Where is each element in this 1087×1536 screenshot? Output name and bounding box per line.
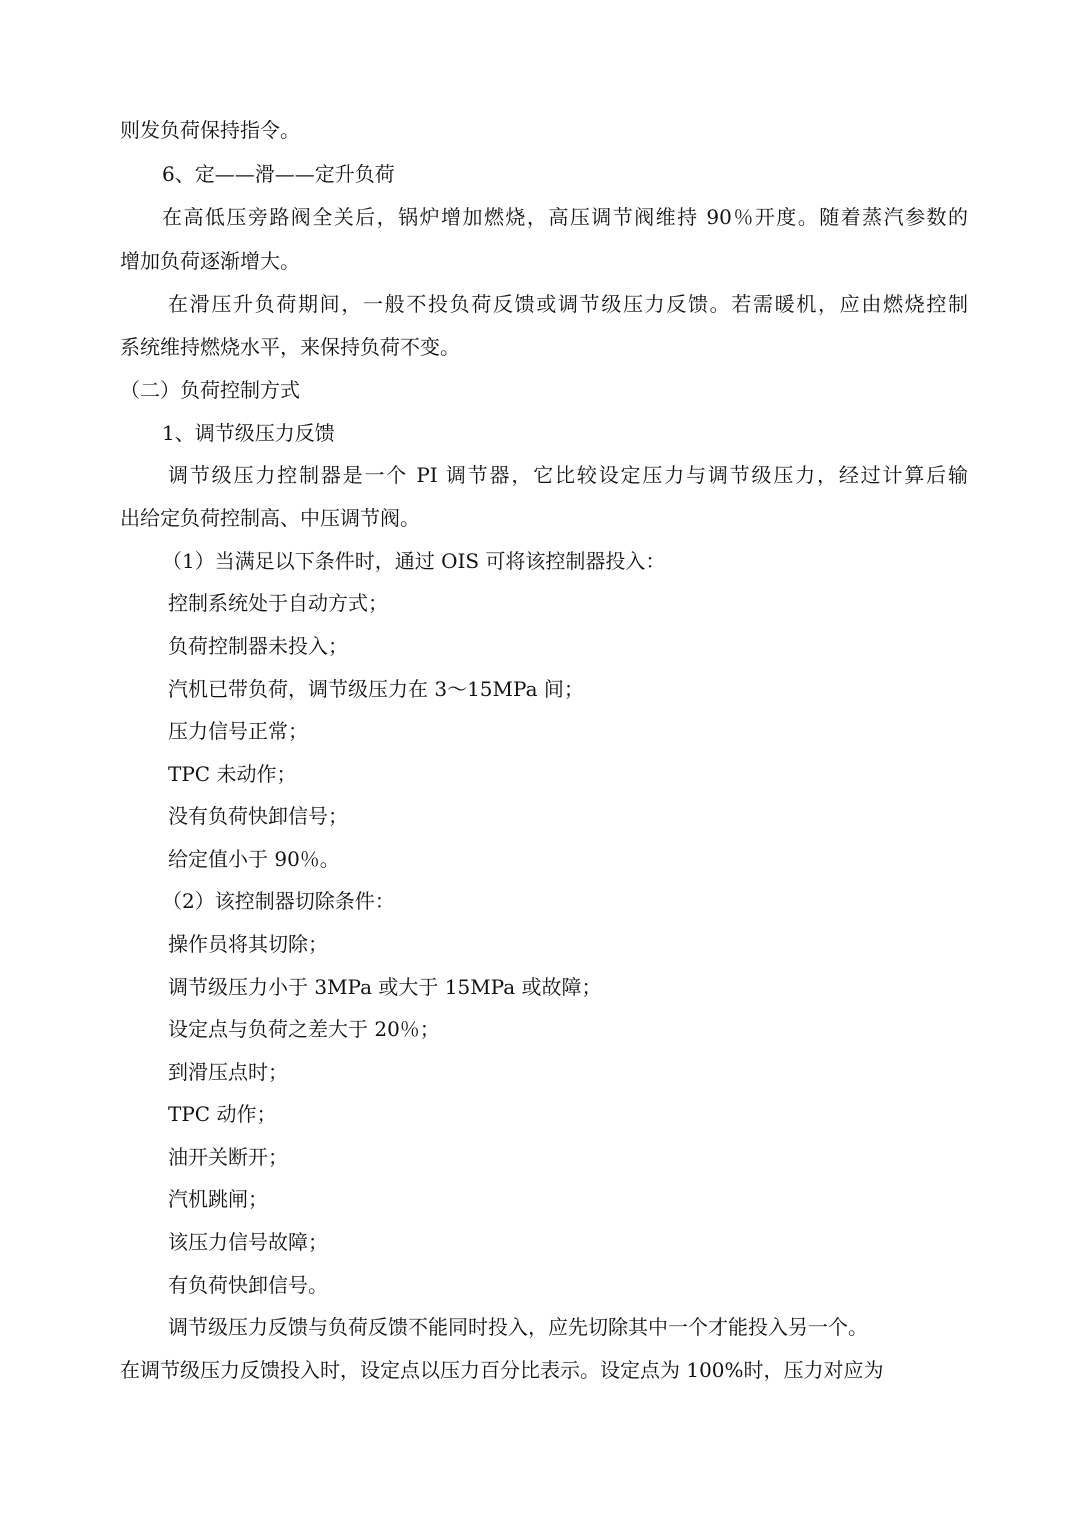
- list-item: 汽机跳闸；: [168, 1187, 268, 1211]
- list-item: 到滑压点时；: [168, 1060, 288, 1084]
- paragraph-line: 调节级压力反馈与负荷反馈不能同时投入，应先切除其中一个才能投入另一个。: [168, 1315, 868, 1339]
- section-heading: 1、调节级压力反馈: [162, 421, 335, 445]
- list-heading: （2）该控制器切除条件：: [162, 889, 395, 913]
- paragraph-line: 在高低压旁路阀全关后，锅炉增加燃烧，高压调节阀维持 90％开度。随着蒸汽参数的: [162, 205, 968, 229]
- section-heading: （二）负荷控制方式: [120, 378, 300, 402]
- paragraph-line: 调节级压力控制器是一个 PI 调节器，它比较设定压力与调节级压力，经过计算后输: [168, 463, 968, 487]
- list-item: 该压力信号故障；: [168, 1230, 328, 1254]
- list-item: 调节级压力小于 3MPa 或大于 15MPa 或故障；: [168, 975, 602, 999]
- paragraph-line: 增加负荷逐渐增大。: [120, 249, 300, 273]
- paragraph-line: 在滑压升负荷期间，一般不投负荷反馈或调节级压力反馈。若需暖机，应由燃烧控制: [168, 292, 968, 316]
- list-item: TPC 动作；: [168, 1102, 277, 1126]
- section-heading: 6、定——滑——定升负荷: [162, 162, 395, 186]
- list-item: 没有负荷快卸信号；: [168, 804, 348, 828]
- list-item: 有负荷快卸信号。: [168, 1273, 328, 1297]
- list-item: TPC 未动作；: [168, 762, 297, 786]
- list-item: 油开关断开；: [168, 1145, 288, 1169]
- paragraph-line: 系统维持燃烧水平，来保持负荷不变。: [120, 335, 460, 359]
- list-item: 负荷控制器未投入；: [168, 634, 348, 658]
- paragraph-line: 在调节级压力反馈投入时，设定点以压力百分比表示。设定点为 100%时，压力对应为: [120, 1358, 884, 1382]
- paragraph-line: 则发负荷保持指令。: [120, 118, 300, 142]
- list-item: 设定点与负荷之差大于 20％；: [168, 1017, 440, 1041]
- list-heading: （1）当满足以下条件时，通过 OIS 可将该控制器投入：: [162, 549, 666, 573]
- list-item: 控制系统处于自动方式；: [168, 591, 388, 615]
- list-item: 压力信号正常；: [168, 719, 308, 743]
- list-item: 给定值小于 90％。: [168, 847, 340, 871]
- paragraph-line: 出给定负荷控制高、中压调节阀。: [120, 506, 420, 530]
- list-item: 汽机已带负荷，调节级压力在 3～15MPa 间；: [168, 677, 584, 701]
- list-item: 操作员将其切除；: [168, 932, 328, 956]
